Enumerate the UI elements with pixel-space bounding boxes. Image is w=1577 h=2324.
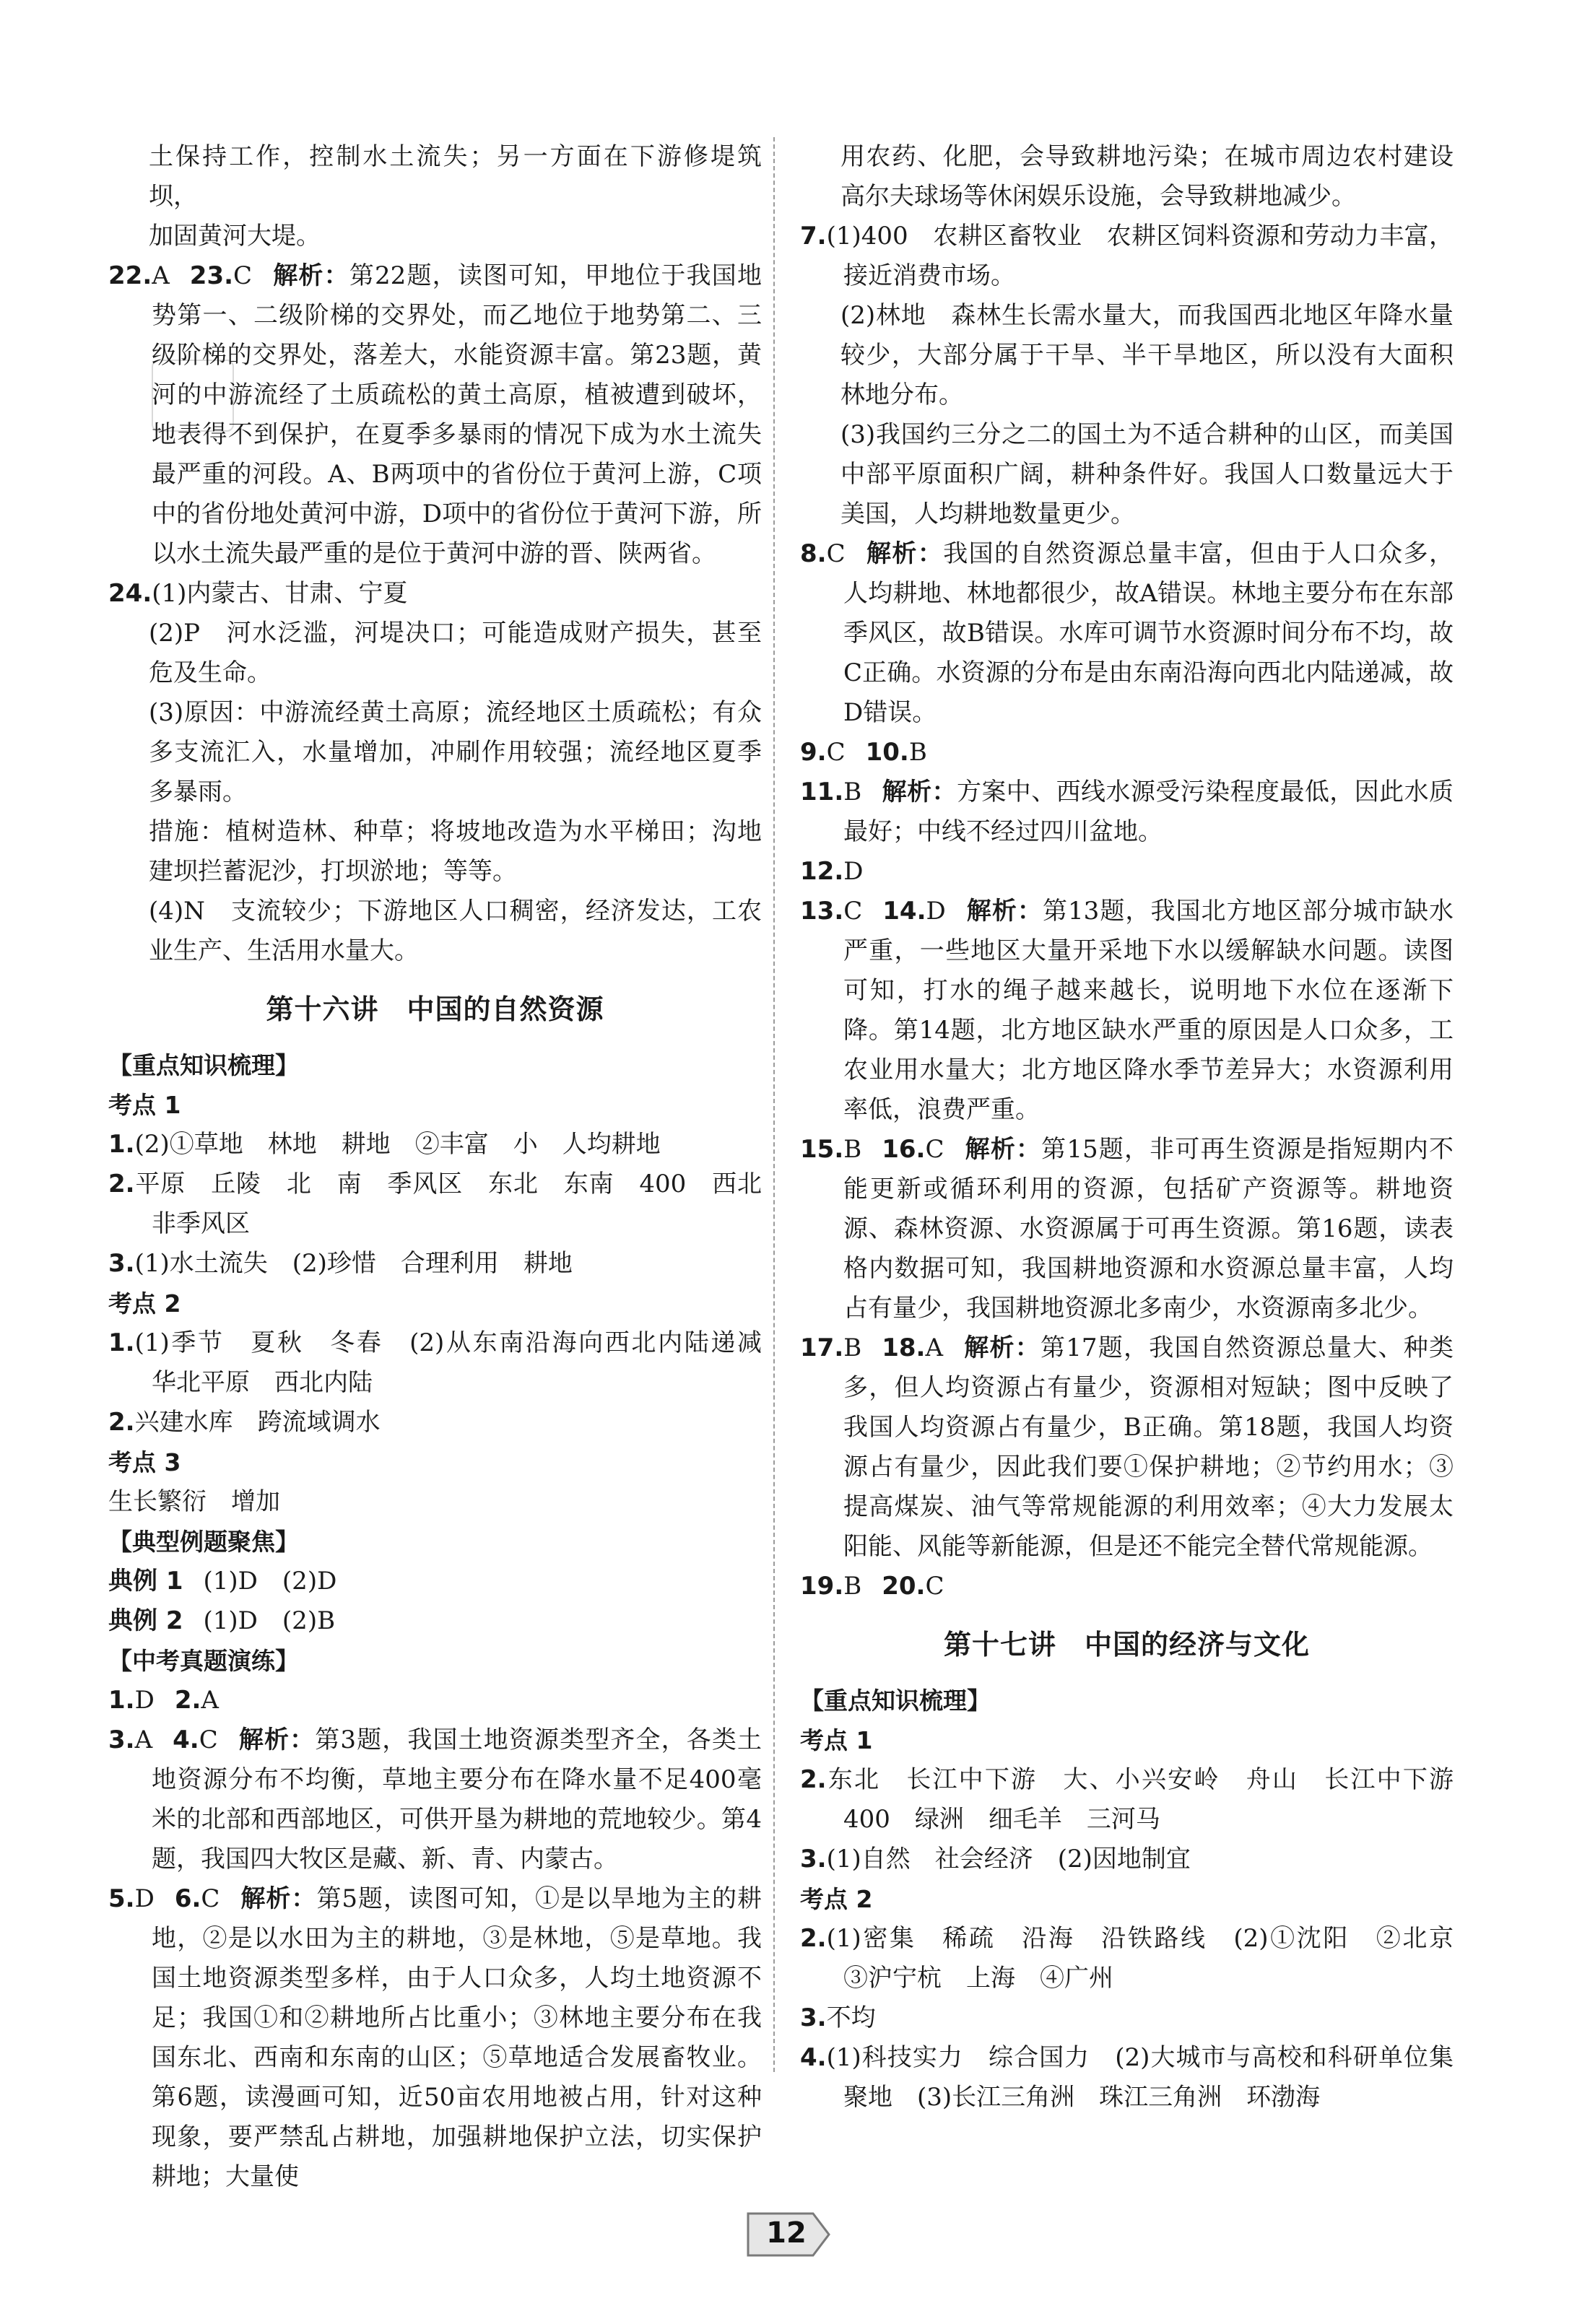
answer-24-3: (3)原因：中游流经黄土高原；流经地区土质疏松；有众多支流汇入，水量增加，冲刷作用较强；流经地区夏季多暴雨。 — [149, 698, 762, 806]
answer-15-16: 15.B 16.C 解析：第15题，非可再生资源是指短期内不能更新或循环利用的资源，包括矿产资源等。耕地资源、森林资源、水资源属于可再生资源。第16题，读表格内数据可知，我国耕地资源和水资源总量丰富，人均占有量少，我国耕地资源北多南少，水资源南多北少。 — [800, 1135, 1454, 1323]
answer-17-18: 17.B 18.A 解析：第17题，我国自然资源总量大、种类多，但人均资源占有量少，资源相对短缺；图中反映了我国人均资源占有量少，B正确。第18题，我国人均资源占有量少，因此我们要①保护耕地；②节约用水；③提高煤炭、油气等常规能源的利用效率；④大力发展太阳能、风能等新能源，但是还不能完全替代常规能源。 — [800, 1333, 1454, 1561]
answer-8: 8.C 解析：我国的自然资源总量丰富，但由于人口众多，人均耕地、林地都很少，故A错误。林地主要分布在东部季风区，故B错误。水库可调节水资源时间分布不均，故C正确。水资源的分布是由东南沿海向西北内陆递减，故D错误。 — [800, 539, 1454, 727]
answer-7-2: (2)林地 森林生长需水量大，而我国西北地区年降水量较少，大部分属于干旱、半干旱地区，所以没有大面积林地分布。 — [840, 301, 1454, 409]
k1-item-3: 3.(1)水土流失 (2)珍惜 合理利用 耕地 — [108, 1249, 573, 1278]
exam-1-2: 1.D 2.A — [108, 1686, 219, 1715]
example-2: 典例 2 (1)D (2)B — [108, 1606, 336, 1635]
r2-item-3: 3.不均 — [800, 2003, 876, 2032]
kaodian-2: 考点 2 — [108, 1289, 181, 1318]
column-divider — [773, 137, 775, 2072]
example-1: 典例 1 (1)D (2)D — [108, 1567, 337, 1596]
r1-item-3: 3.(1)自然 社会经济 (2)因地制宜 — [800, 1845, 1191, 1873]
lecture-16-title: 第十六讲 中国的自然资源 — [266, 993, 604, 1025]
r1-item-2: 2.东北 长江中下游 大、小兴安岭 舟山 长江中下游 400 绿洲 细毛羊 三河马 — [800, 1765, 1478, 1834]
answer-12: 12.D — [800, 857, 864, 886]
right-column — [800, 137, 1478, 2118]
exam-3-4: 3.A 4.C 解析：第3题，我国土地资源类型齐全，各类土地资源分布不均衡，草地主要分布在降水量不足400毫米的北部和西部地区，可供开垦为耕地的荒地较少。第4题，我国四大牧区是藏、新、青、内蒙古。 — [108, 1725, 762, 1873]
section-examples: 【典型例题聚焦】 — [108, 1528, 299, 1556]
page-number: 12 — [766, 2216, 807, 2250]
answer-24-3b: 措施：植树造林、种草；将坡地改造为水平梯田；沟地建坝拦蓄泥沙，打坝淤地；等等。 — [149, 817, 762, 886]
answer-7-3: (3)我国约三分之二的国土为不适合耕种的山区，而美国中部平原面积广阔，耕种条件好。我国人口数量远大于美国，人均耕地数量更少。 — [840, 420, 1454, 528]
section-knowledge-17: 【重点知识梳理】 — [800, 1687, 991, 1715]
r2-item-2: 2.(1)密集 稀疏 沿海 沿铁路线 (2)①沈阳 ②北京 ③沪宁杭 上海 ④广州 — [800, 1924, 1478, 1993]
exam-5-6: 5.D 6.C 解析：第5题，读图可知，①是以旱地为主的耕地，②是以水田为主的耕地，③是林地，⑤是草地。我国土地资源类型多样，由于人口众多，人均土地资源不足；我国①和②耕地所占比重小；③林地主要分布在我国东北、西南和东南的山区；⑤草地适合发展畜牧业。第6题，读漫画可知，近50亩农用地被占用，针对这种现象，要严禁乱占耕地，加强耕地保护立法，切实保护耕地；大量使 — [108, 1884, 763, 2191]
kaodian-2-17: 考点 2 — [800, 1885, 873, 1913]
k1-item-2: 2.平原 丘陵 北 南 季风区 东北 东南 400 西北 非季风区 — [108, 1170, 786, 1238]
continued-text: 土保持工作，控制水土流失；另一方面在下游修堤筑坝， 加固黄河大堤。 — [149, 142, 762, 251]
continued-text-right: 用农药、化肥，会导致耕地污染；在城市周边农村建设高尔夫球场等休闲娱乐设施，会导致耕地减少。 — [840, 142, 1454, 211]
section-knowledge: 【重点知识梳理】 — [108, 1051, 299, 1079]
answer-13-14: 13.C 14.D 解析：第13题，我国北方地区部分城市缺水严重，一些地区大量开采地下水以缓解缺水问题。读图可知，打水的绳子越来越长，说明地下水位在逐渐下降。第14题，北方地区缺水严重的原因是人口众多，工农业用水量大；北方地区降水季节差异大；水资源利用率低，浪费严重。 — [800, 897, 1454, 1124]
section-exam: 【中考真题演练】 — [108, 1647, 299, 1675]
kaodian-1: 考点 1 — [108, 1091, 181, 1119]
answer-19-20: 19.B 20.C — [800, 1572, 944, 1601]
answer-24-2: (2)P 河水泛滥，河堤决口；可能造成财产损失，甚至危及生命。 — [149, 619, 762, 687]
r2-item-4: 4.(1)科技实力 综合国力 (2)大城市与高校和科研单位集聚地 (3)长江三角洲 珠江三角洲 环渤海 — [800, 2043, 1454, 2112]
answer-7-1: 7.(1)400 农耕区畜牧业 农耕区饲料资源和劳动力丰富，接近消费市场。 — [800, 222, 1454, 290]
page-number-badge — [744, 2209, 833, 2260]
answer-24-4: (4)N 支流较少；下游地区人口稠密，经济发达，工农业生产、生活用水量大。 — [149, 897, 762, 965]
k3-item: 生长繁衍 增加 — [108, 1487, 280, 1516]
k2-item-2: 2.兴建水库 跨流域调水 — [108, 1408, 381, 1437]
answer-9-10: 9.C 10.B — [800, 738, 927, 767]
answer-24-1: 24.(1)内蒙古、甘肃、宁夏 — [108, 579, 408, 608]
answer-22-23: 22.A 23.C 解析：第22题，读图可知，甲地位于我国地势第一、二级阶梯的交界处，而乙地位于地势第二、三级阶梯的交界处，落差大，水能资源丰富。第23题，黄河的中游流经了土质疏松的黄土高原，植被遭到破坏，地表得不到保护，在夏季多暴雨的情况下成为水土流失最严重的河段。A、B两项中的省份位于黄河上游，C项中的省份地处黄河中游，D项中的省份位于黄河下游，所以水土流失最严重的是位于黄河中游的晋、陕两省。 — [108, 261, 763, 568]
kaodian-1-17: 考点 1 — [800, 1726, 873, 1754]
left-column — [108, 137, 786, 2197]
lecture-17-title: 第十七讲 中国的经济与文化 — [943, 1629, 1310, 1661]
answer-11: 11.B 解析：方案中、西线水源受污染程度最低，因此水质最好；中线不经过四川盆地。 — [800, 778, 1454, 846]
k2-item-1: 1.(1)季节 夏秋 冬春 (2)从东南沿海向西北内陆递减 华北平原 西北内陆 — [108, 1328, 786, 1397]
kaodian-3: 考点 3 — [108, 1448, 181, 1476]
k1-item-1: 1.(2)①草地 林地 耕地 ②丰富 小 人均耕地 — [108, 1130, 661, 1159]
